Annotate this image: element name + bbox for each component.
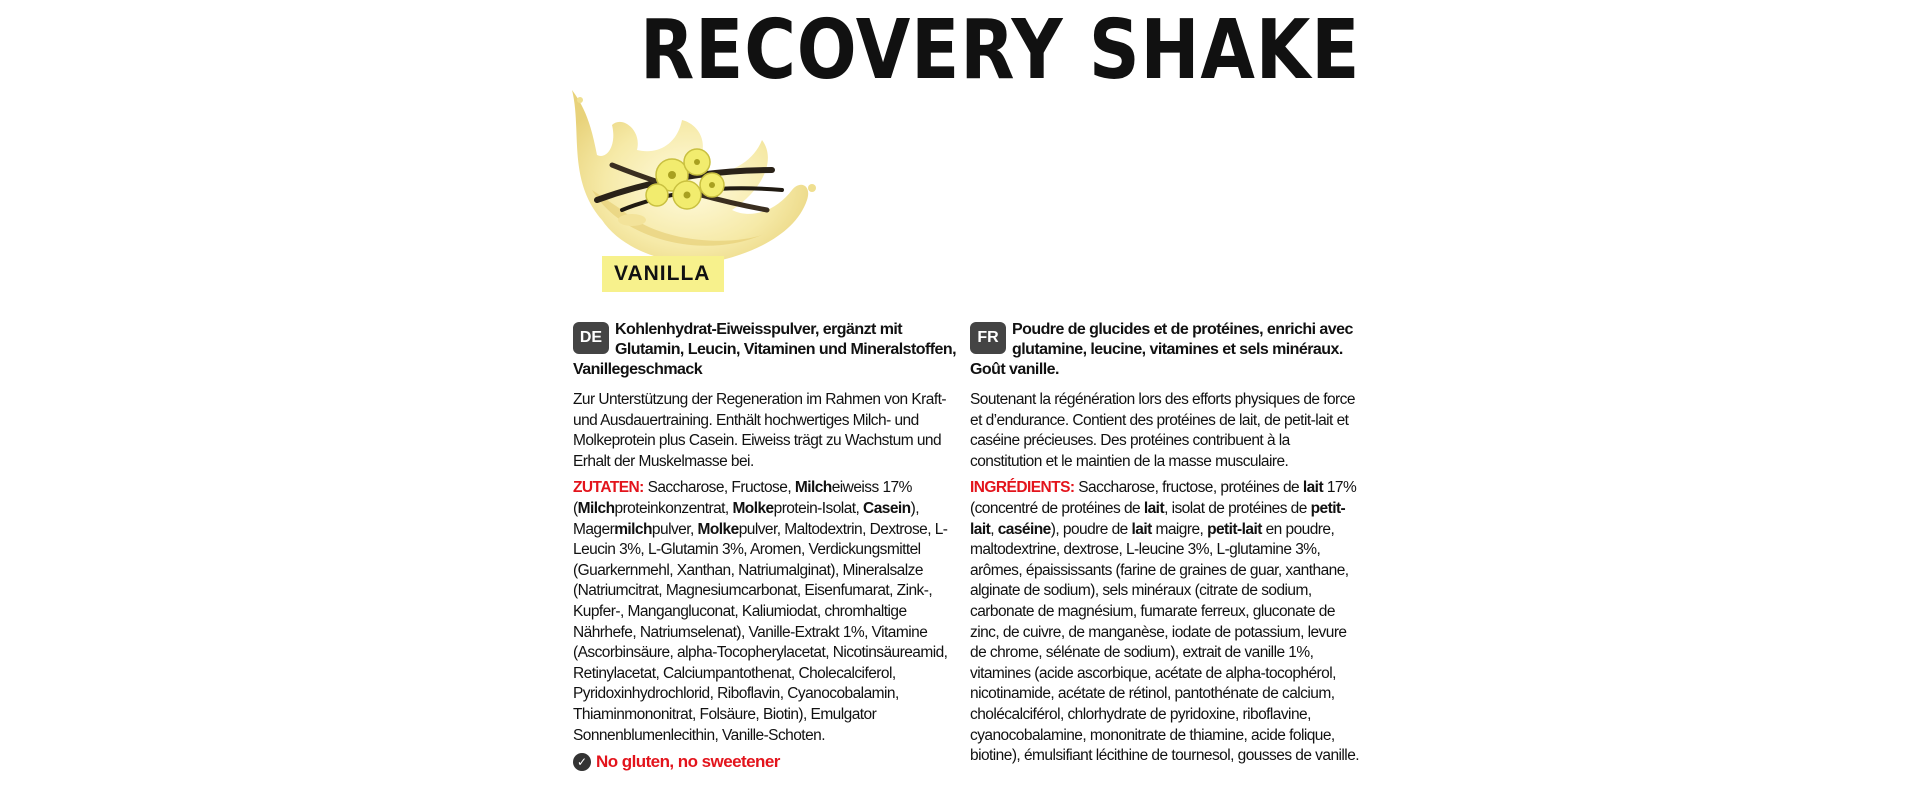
allergen-term: Molke	[732, 499, 774, 517]
language-badge-fr: FR	[970, 322, 1006, 354]
french-description: Soutenant la régénération lors des efforts physiques de force et d’endurance. Contient des protéines de lait, de petit-lait et caséine précieuses. Des protéines contribuent à la constitution et le maintien de la masse musculaire.	[970, 391, 1355, 470]
ingredient-text: ), poudre de	[1050, 520, 1132, 538]
ingredient-text: 17% (concentré de protéines de	[970, 479, 1357, 517]
product-title: RECOVERY SHAKE	[640, 3, 1361, 98]
ingredient-text: en poudre, maltodextrine, dextrose, L-leucine 3%, L-glutamine 3%, arômes, épaississants (farine de graines de guar, xanthane, alginate de sodium), sels minéraux (citrate de sodium, carbonate de magnésium, fumarate ferreux, gluconate de zinc, de cuivre, de manganèse, iodate de potassium, levure de chrome, sélénate de sodium), extrait de vanille 1%, vitamines (acide ascorbique, acétate de alpha-tocophérol, nicotinamide, acétate de rétinol, pantothénate de calcium, cholécalciférol, chlorhydrate de pyridoxine, riboflavine, cyanocobalamine, mononitrate de thiamine, acide folique, biotine), émulsifiant lécithine de tournesol, gousses de vanille.	[970, 520, 1360, 765]
ingredient-text: pulver,	[651, 520, 698, 538]
allergen-term: petit-lait	[970, 499, 1346, 538]
allergen-term: lait	[1302, 479, 1324, 497]
german-ingredients	[573, 478, 958, 746]
allergen-term: Milch	[577, 499, 615, 517]
french-ingredients	[970, 478, 1365, 766]
ingredient-text: ), Mager	[573, 499, 919, 538]
no-gluten-text: No gluten, no sweetener	[596, 752, 780, 772]
german-description: Zur Unterstützung der Regeneration im Rahmen von Kraft- und Ausdauertraining. Enthält hochwertiges Milch- und Molkeprotein plus Casein. Eiweiss trägt zu Wachstum und Erhalt der Muskelmasse bei.	[573, 391, 946, 470]
ingredient-text: eiweiss 17% (	[573, 479, 912, 517]
allergen-term: Casein	[863, 499, 911, 517]
allergen-term: caséine	[997, 520, 1051, 538]
french-section	[970, 320, 1365, 767]
french-heading	[970, 320, 1365, 380]
allergen-term: Milch	[794, 479, 832, 497]
ingredient-text: Saccharose, Fructose,	[647, 479, 795, 497]
language-badge-de: DE	[573, 322, 609, 354]
ingredient-text: proteinkonzentrat,	[614, 499, 733, 517]
allergen-term: lait	[1131, 520, 1152, 538]
ingredient-text: ,	[990, 520, 998, 538]
allergen-term: milch	[614, 520, 652, 538]
german-ingredients-label: ZUTATEN:	[573, 479, 644, 497]
german-heading	[573, 320, 958, 380]
flavor-label: VANILLA	[602, 256, 724, 292]
ingredient-text: protein-Isolat,	[773, 499, 864, 517]
allergen-term: Molke	[697, 520, 739, 538]
french-ingredients-label: INGRÉDIENTS:	[970, 479, 1075, 497]
check-circle-icon: ✓	[573, 753, 591, 771]
french-heading-text: Poudre de glucides et de protéines, enrichi avec glutamine, leucine, vitamines et sels minéraux. Goût vanille.	[970, 321, 1353, 378]
german-section	[573, 320, 958, 773]
german-heading-text: Kohlenhydrat-Eiweisspulver, ergänzt mit Glutamin, Leucin, Vitaminen und Mineralstoffen, Vanillegeschmack	[573, 321, 957, 378]
vanilla-splash-icon	[562, 70, 822, 280]
no-gluten-note	[573, 752, 958, 773]
allergen-term: petit-lait	[1207, 520, 1262, 538]
ingredient-text: Saccharose, fructose, protéines de	[1078, 479, 1303, 497]
ingredient-text: maigre,	[1151, 520, 1208, 538]
ingredient-text: pulver, Maltodextrin, Dextrose, L-Leucin 3%, L-Glutamin 3%, Aromen, Verdickungsmittel (Guarkernmehl, Xanthan, Natriumalginat), Mineralsalze (Natriumcitrat, Magnesiumcarbonat, Eisenfumarat, Zink-, Kupfer-, Mangangluconat, Kaliumiodat, chromhaltige Nährhefe, Natriumselenat), Vanille-Extrakt 1%, Vitamine (Ascorbinsäure, alpha-Tocopherylacetat, Nicotinsäureamid, Retinylacetat, Calciumpantothenat, Cholecalciferol, Pyridoxinhydrochlorid, Riboflavin, Cyanocobalamin, Thiaminmononitrat, Folsäure, Biotin), Emulgator Sonnenblumenlecithin, Vanille-Schoten.	[573, 520, 948, 744]
allergen-term: lait	[1143, 499, 1165, 517]
ingredient-text: , isolat de protéines de	[1164, 499, 1311, 517]
